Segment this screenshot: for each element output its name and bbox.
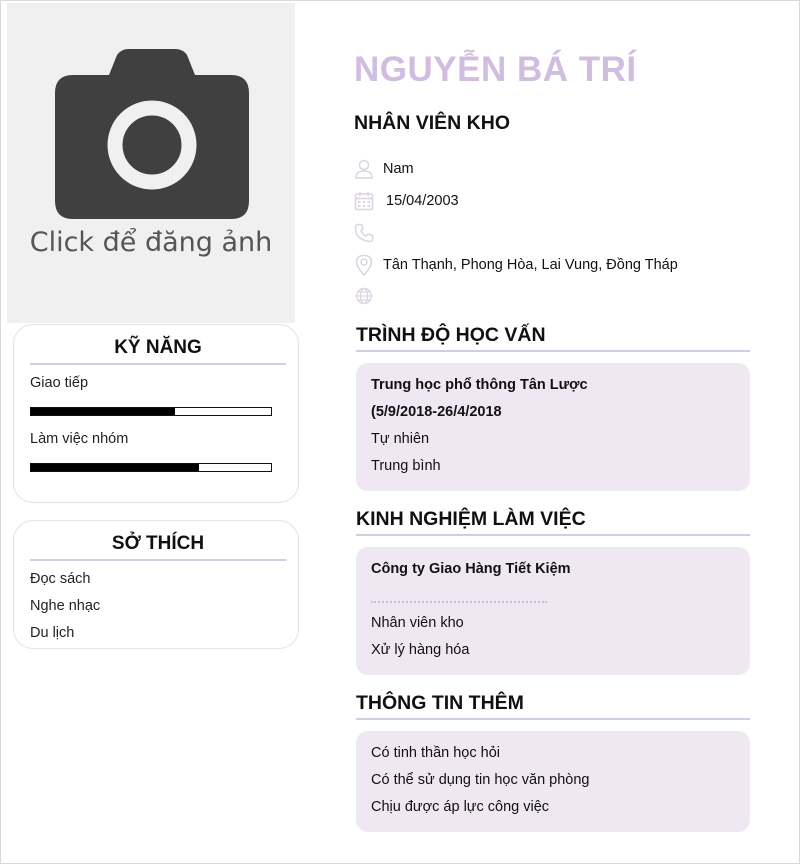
hobby-item: Du lịch bbox=[30, 625, 75, 641]
gender-row bbox=[354, 157, 414, 181]
location-pin-icon bbox=[354, 255, 374, 275]
education-title: TRÌNH ĐỘ HỌC VẤN bbox=[356, 324, 750, 352]
hidden-period-placeholder bbox=[371, 601, 547, 603]
hobbies-title: SỞ THÍCH bbox=[30, 533, 286, 561]
education-box bbox=[356, 363, 750, 491]
photo-caption: Click để đăng ảnh bbox=[29, 227, 273, 258]
photo-upload[interactable] bbox=[7, 3, 295, 323]
candidate-name: NGUYỄN BÁ TRÍ bbox=[354, 50, 637, 89]
experience-position: Nhân viên kho bbox=[371, 615, 464, 631]
education-major: Tự nhiên bbox=[371, 431, 430, 447]
skill-bar-fill bbox=[31, 464, 199, 471]
education-grade: Trung bình bbox=[371, 458, 441, 474]
gender-value: Nam bbox=[383, 161, 414, 177]
hobbies-card bbox=[13, 520, 299, 649]
address-row bbox=[354, 253, 678, 277]
skills-card bbox=[13, 324, 299, 503]
address-value: Tân Thạnh, Phong Hòa, Lai Vung, Đồng Tháp bbox=[383, 257, 678, 273]
experience-box bbox=[356, 547, 750, 675]
skill-bar bbox=[30, 463, 272, 472]
hobby-item: Đọc sách bbox=[30, 571, 91, 587]
additional-item: Chịu được áp lực công việc bbox=[371, 799, 550, 815]
experience-description: Xử lý hàng hóa bbox=[371, 642, 470, 658]
birthdate-row bbox=[354, 189, 459, 213]
globe-icon bbox=[354, 286, 374, 306]
skills-title: KỸ NĂNG bbox=[30, 337, 286, 365]
job-title: NHÂN VIÊN KHO bbox=[354, 112, 511, 134]
company-name: Công ty Giao Hàng Tiết Kiệm bbox=[371, 561, 571, 577]
additional-item: Có tinh thần học hỏi bbox=[371, 745, 500, 761]
education-period: (5/9/2018-26/4/2018 bbox=[371, 404, 502, 420]
camera-icon bbox=[55, 49, 249, 219]
school-name: Trung học phổ thông Tân Lược bbox=[371, 377, 588, 393]
calendar-icon bbox=[354, 191, 374, 211]
phone-icon bbox=[354, 223, 374, 243]
additional-title: THÔNG TIN THÊM bbox=[356, 692, 750, 720]
additional-box bbox=[356, 731, 750, 832]
phone-row bbox=[354, 221, 383, 245]
skill-label: Giao tiếp bbox=[30, 375, 89, 391]
experience-title: KINH NGHIỆM LÀM VIỆC bbox=[356, 508, 750, 536]
additional-item: Có thể sử dụng tin học văn phòng bbox=[371, 772, 590, 788]
skill-bar bbox=[30, 407, 272, 416]
skill-bar-fill bbox=[31, 408, 175, 415]
skill-label: Làm việc nhóm bbox=[30, 431, 129, 447]
hobby-item: Nghe nhạc bbox=[30, 598, 101, 614]
website-row bbox=[354, 284, 383, 308]
birthdate-value: 15/04/2003 bbox=[386, 193, 459, 209]
user-icon bbox=[354, 159, 374, 179]
